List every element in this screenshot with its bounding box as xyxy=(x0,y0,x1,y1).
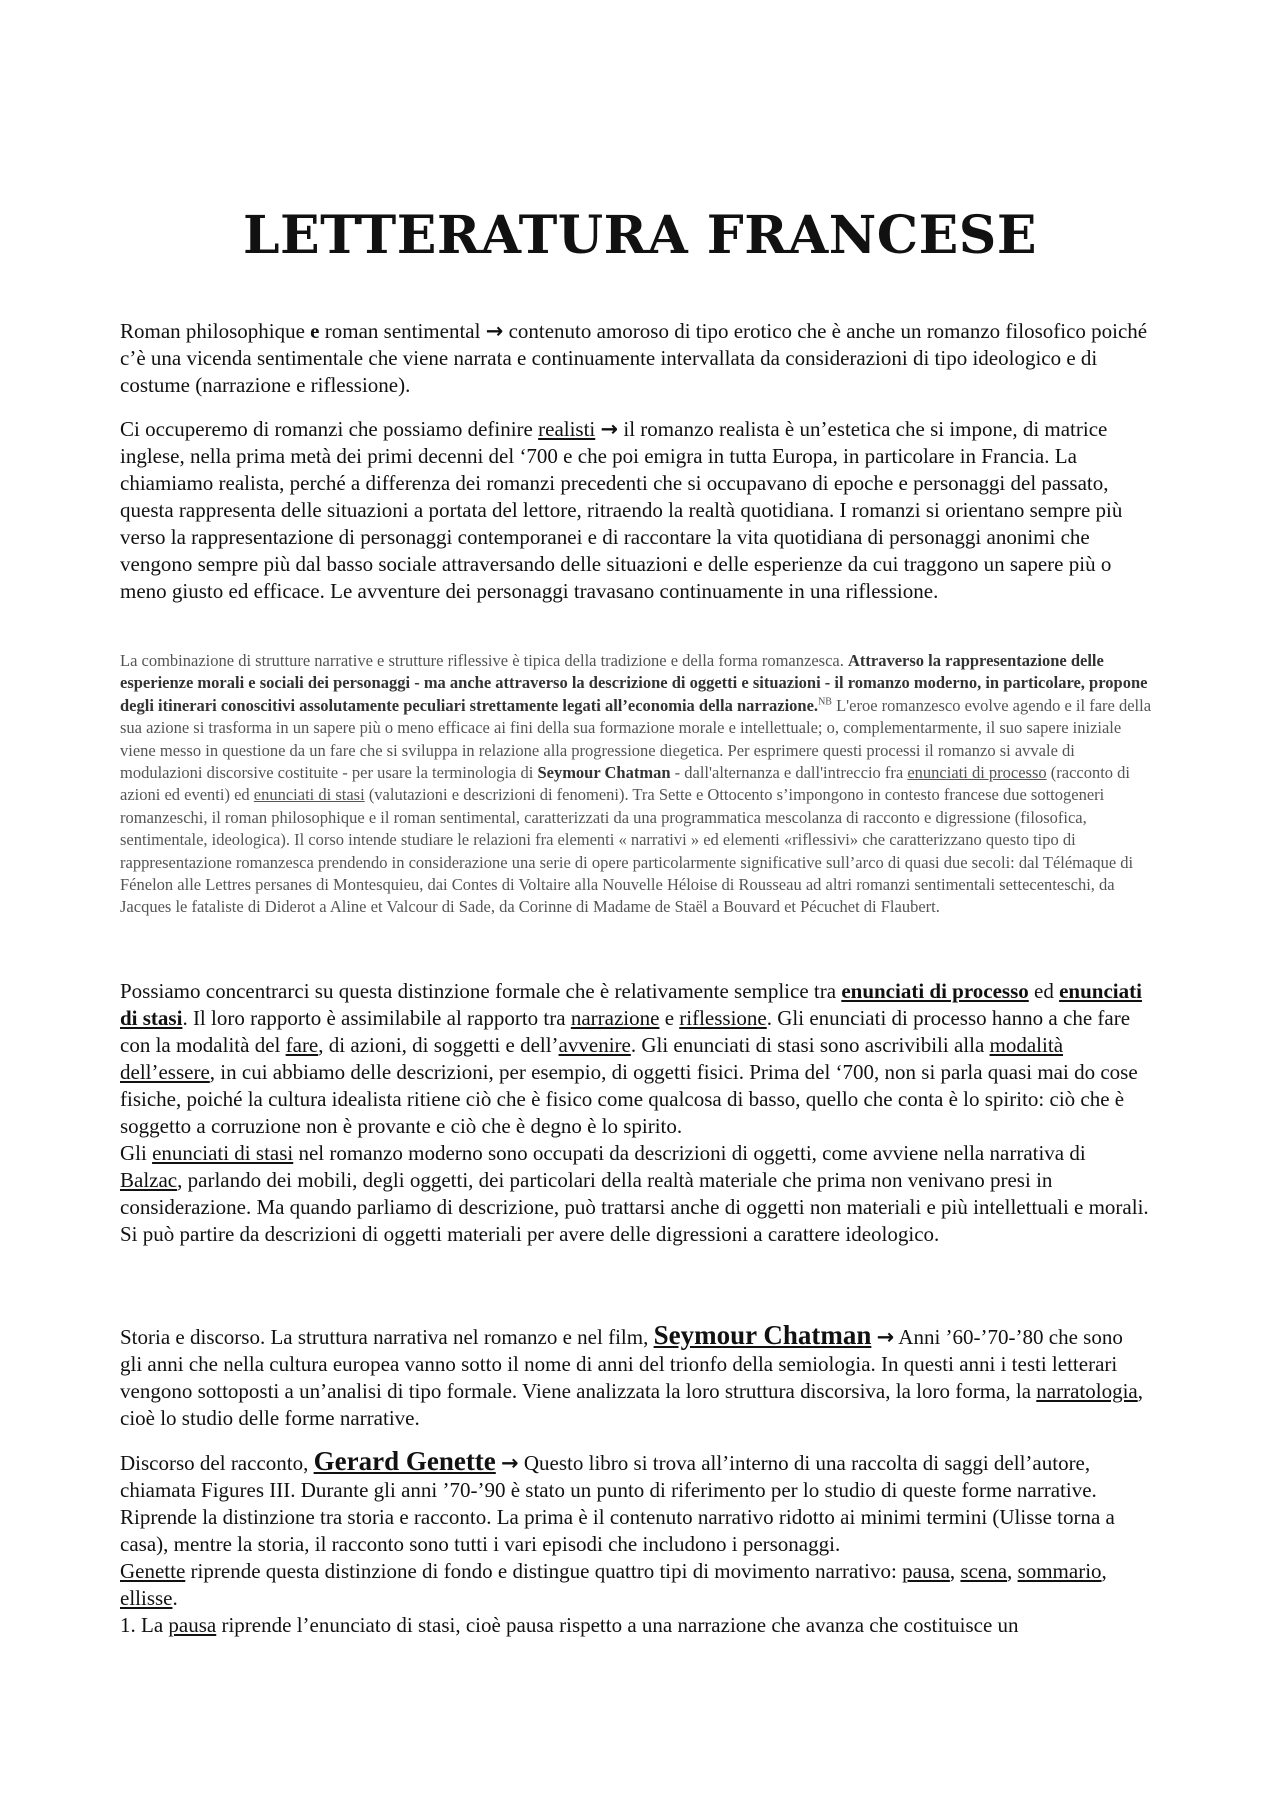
term-balzac: Balzac xyxy=(120,1168,178,1192)
right-arrow-icon: → xyxy=(485,319,504,343)
term-realisti: realisti xyxy=(538,417,596,441)
author-gerard-genette: Gerard Genette xyxy=(313,1446,496,1476)
paragraph-roman-philosophique: Roman philosophique e roman sentimental → contenuto amoroso di tipo erotico che è anche un romanzo filosofico poiché c’è una vicenda sentimentale che viene narrata e continuamente intervallata da considerazioni di tipo ideologico e di costume (narrazione e riflessione). xyxy=(120,319,1148,397)
paragraph-romanzi-realisti: Ci occuperemo di romanzi che possiamo definire realisti → il romanzo realista è un’estetica che si impone, di matrice inglese, nella prima metà dei primi decenni del ‘700 e che poi emigra in tutta Europa, in particolare in Francia. La chiamiamo realista, perché a differenza dei romanzi precedenti che si occupavano di epoche e personaggi del passato, questa rappresenta delle situazioni a portata del lettore, ritraendo la realtà quotidiana. I romanzi si orientano sempre più verso la rappresentazione di personaggi contemporanei e di raccontare la vita quotidiana di personaggi anonimi che vengono sempre più dal basso sociale attraversando delle situazioni e delle esperienze da cui traggono un sapere più o meno giusto ed efficace. Le avventure dei personaggi travasano continuamente in una riflessione. xyxy=(120,417,1123,603)
paragraph-enunciati: Possiamo concentrarci su questa distinzione formale che è relativamente semplice tra enunciati di processo ed enunciati di stasi. Il loro rapporto è assimilabile al rapporto tra narrazione e riflessione. Gli enunciati di processo hanno a che fare con la modalità del fare, di azioni, di soggetti e dell’avvenire. Gli enunciati di stasi sono ascrivibili alla modalità dell’essere, in cui abbiamo delle descrizioni, per esempio, di oggetti fisici. Prima del ‘700, non si parla quasi mai do cose fisiche, poiché la cultura idealista ritiene ciò che è fisico come qualcosa di basso, quello che conta è lo spirito: ciò che è soggetto a corruzione non è provante e ciò che è degno è lo spirito. Gli enunciati di stasi nel romanzo moderno sono occupati da descrizioni di oggetti, come avviene nella narrativa di Balzac, parlando dei mobili, degli oggetti, dei particolari della realtà materiale che prima non venivano presi in considerazione. Ma quando parliamo di descrizione, può trattarsi anche di oggetti non materiali e più intellettuali e morali. Si può partire da descrizioni di oggetti materiali per avere delle digressioni a carattere ideologico. xyxy=(120,979,1149,1246)
paragraph-discorso-del-racconto: Discorso del racconto, Gerard Genette → Questo libro si trova all’interno di una raccolta di saggi dell’autore, chiamata Figures III. Durante gli anni ’70-’90 è stato un punto di riferimento per lo studio di queste forme narrative. Riprende la distinzione tra storia e racconto. La prima è il contenuto narrativo ridotto ai minimi termini (Ulisse torna a casa), mentre la storia, il racconto sono tutti i vari episodi che includono i personaggi. Genette riprende questa distinzione di fondo e distingue quattro tipi di movimento narrativo: pausa, scena, sommario, ellisse. 1. La pausa riprende l’enunciato di stasi, cioè pausa rispetto a una narrazione che avanza che costituisce un xyxy=(120,1446,1115,1637)
quoted-course-description: La combinazione di strutture narrative e strutture riflessive è tipica della tradizione e della forma romanzesca. Attraverso la rappresentazione delle esperienze morali e sociali dei personaggi - ma anche attraverso la descrizione di oggetti e situazioni - il romanzo moderno, in particolare, propone degli itinerari conoscitivi assolutamente peculiari strettamente legati all’economia della narrazione.$^{NB}$ L'eroe romanzesco evolve agendo e il fare della sua azione si trasforma in un sapere più o meno efficace ai fini della sua formazione morale e intellettuale; o, complementarmente, il suo sapere iniziale viene messo in questione da un fare che si sviluppa in relazione alla progressione diegetica. Per esprimere questi processi il romanzo si avvale di modulazioni discorsive costituite - per usare la terminologia di Seymour Chatman - dall'alternanza e dall'intreccio fra enunciati di processo (racconto di azioni ed eventi) ed enunciati di stasi (valutazioni e descrizioni di fenomeni). Tra Sette e Ottocento s’impongono in contesto francese due sottogeneri romanzeschi, il roman philosophique e il roman sentimental, caratterizzati da una programmatica mescolanza di racconto e digressione (filosofica, sentimentale, ideologica). Il corso intende studiare le relazioni fra elementi « narrativi » ed elementi «riflessivi» che caratterizzano questo tipo di rappresentazione romanzesca prendendo in considerazione una serie di opere particolarmente significative sull’arco di quasi due secoli: dal Télémaque di Fénelon alle Lettres persanes di Montesquieu, dai Contes di Voltaire alla Nouvelle Héloise di Rousseau ad altri romanzi sentimentali settecenteschi, da Jacques le fataliste di Diderot a Aline et Valcour di Sade, da Corinne di Madame de Staël a Bouvard et Pécuchet di Flaubert. xyxy=(120,651,1152,917)
page-title: LETTERATURA FRANCESE xyxy=(242,205,1037,266)
footnote-marker: NB xyxy=(818,696,832,708)
author-seymour-chatman: Seymour Chatman xyxy=(653,1320,872,1350)
right-arrow-icon: → xyxy=(600,417,619,441)
right-arrow-icon: → xyxy=(876,1325,895,1349)
right-arrow-icon: → xyxy=(501,1451,519,1475)
paragraph-storia-e-discorso: Storia e discorso. La struttura narrativa nel romanzo e nel film, Seymour Chatman → Anni ’60-’70-’80 che sono gli anni che nella cultura europea vanno sotto il nome di anni del trionfo della semiologia. In questi anni i testi letterari vengono sottoposti a un’analisi di tipo formale. Viene analizzata la loro struttura discorsiva, la loro forma, la narratologia, cioè lo studio delle forme narrative. xyxy=(120,1320,1143,1430)
